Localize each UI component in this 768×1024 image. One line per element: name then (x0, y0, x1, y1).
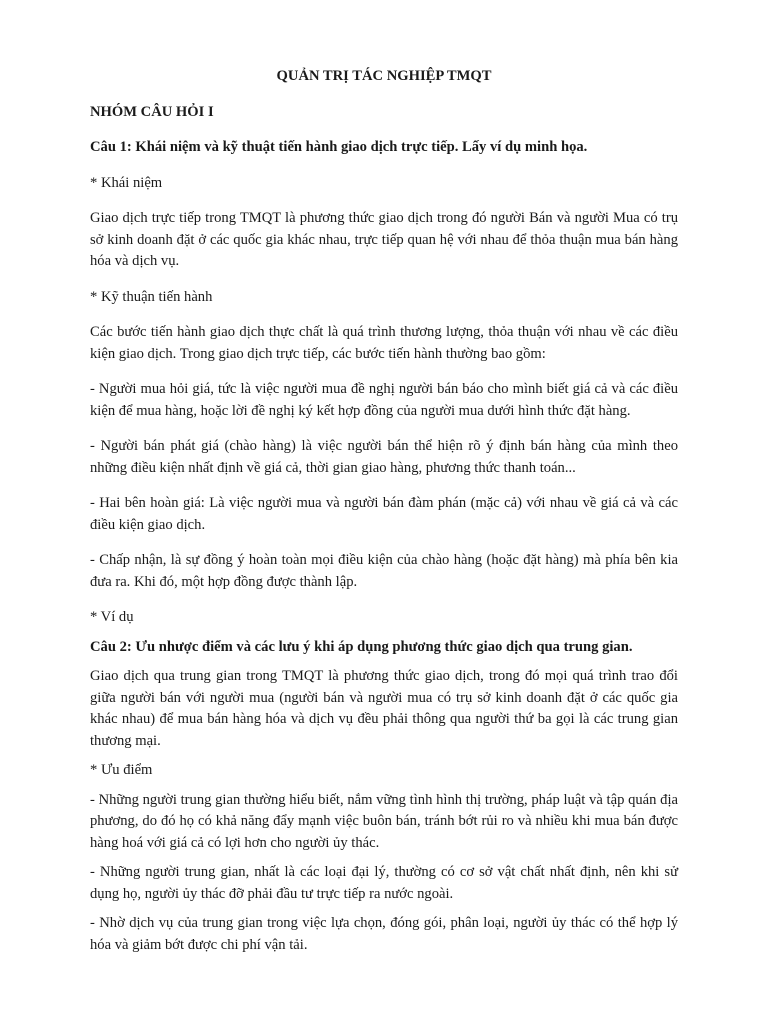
advantage-paragraph: - Những người trung gian, nhất là các loại đại lý, thường có cơ sở vật chất nhất định, nên khi sử dụng họ, người ủy thác đỡ phải đầu tư trực tiếp ra nước ngoài. (90, 864, 678, 902)
document-title: QUẢN TRỊ TÁC NGHIỆP TMQT (276, 68, 492, 84)
advantage-paragraph: - Nhờ dịch vụ của trung gian trong việc lựa chọn, đóng gói, phân loại, người ủy thác có thể hợp lý hóa và giảm bớt được chi phí vận tải. (90, 915, 678, 953)
question-group-heading: NHÓM CÂU HỎI I (90, 103, 214, 120)
concept-label: * Khái niệm (90, 174, 163, 191)
step-paragraph: - Hai bên hoàn giá: Là việc người mua và người bán đàm phán (mặc cả) với nhau về giá cả và các điều kiện giao dịch. (90, 495, 678, 533)
step-paragraph: - Chấp nhận, là sự đồng ý hoàn toàn mọi điều kiện của chào hàng (hoặc đặt hàng) mà phía bên kia đưa ra. Khi đó, một hợp đồng được thành lập. (90, 552, 678, 590)
technique-label: * Kỹ thuận tiến hành (90, 288, 213, 305)
step-paragraph: - Người mua hỏi giá, tức là việc người mua đề nghị người bán báo cho mình biết giá cả và các điều kiện để mua hàng, hoặc lời đề nghị ký kết hợp đồng của người mua dưới hình thức đặt hàng. (90, 381, 678, 419)
concept-paragraph: Giao dịch trực tiếp trong TMQT là phương thức giao dịch trong đó người Bán và người Mua có trụ sở kinh doanh đặt ở các quốc gia khác nhau, trực tiếp quan hệ với nhau để thỏa thuận mua bán hàng hóa và dịch vụ. (90, 210, 678, 269)
technique-intro-paragraph: Các bước tiến hành giao dịch thực chất là quá trình thương lượng, thỏa thuận với nhau về các điều kiện giao dịch. Trong giao dịch trực tiếp, các bước tiến hành thường bao gồm: (90, 324, 678, 362)
advantages-label: * Ưu điểm (90, 762, 153, 778)
advantage-paragraph: - Những người trung gian thường hiểu biết, nắm vững tình hình thị trường, pháp luật và tập quán địa phương, do đó họ có khả năng đẩy mạnh việc buôn bán, tránh bớt rủi ro và nhiều khi mua bán được hàng hoá với giá cả có lợi hơn cho người ủy thác. (90, 791, 678, 851)
question-1-heading: Câu 1: Khái niệm và kỹ thuật tiến hành giao dịch trực tiếp. Lấy ví dụ minh họa. (90, 139, 588, 155)
example-label: * Ví dụ (90, 609, 134, 625)
question-2-heading: Câu 2: Ưu nhược điểm và các lưu ý khi áp dụng phương thức giao dịch qua trung gian. (90, 638, 633, 655)
document-page (90, 66, 678, 964)
step-paragraph: - Người bán phát giá (chào hàng) là việc người bán thể hiện rõ ý định bán hàng của mình theo những điều kiện nhất định về giá cả, thời gian giao hàng, phương thức thanh toán... (90, 438, 678, 476)
intermediary-intro-paragraph: Giao dịch qua trung gian trong TMQT là phương thức giao dịch, trong đó mọi quá trình trao đổi giữa người bán với người mua (người bán và người mua có trụ sở kinh doanh đặt ở các quốc gia khác nhau) để mua bán hàng hóa và dịch vụ đều phải thông qua người thứ ba gọi là các trung gian thương mại. (90, 668, 678, 749)
